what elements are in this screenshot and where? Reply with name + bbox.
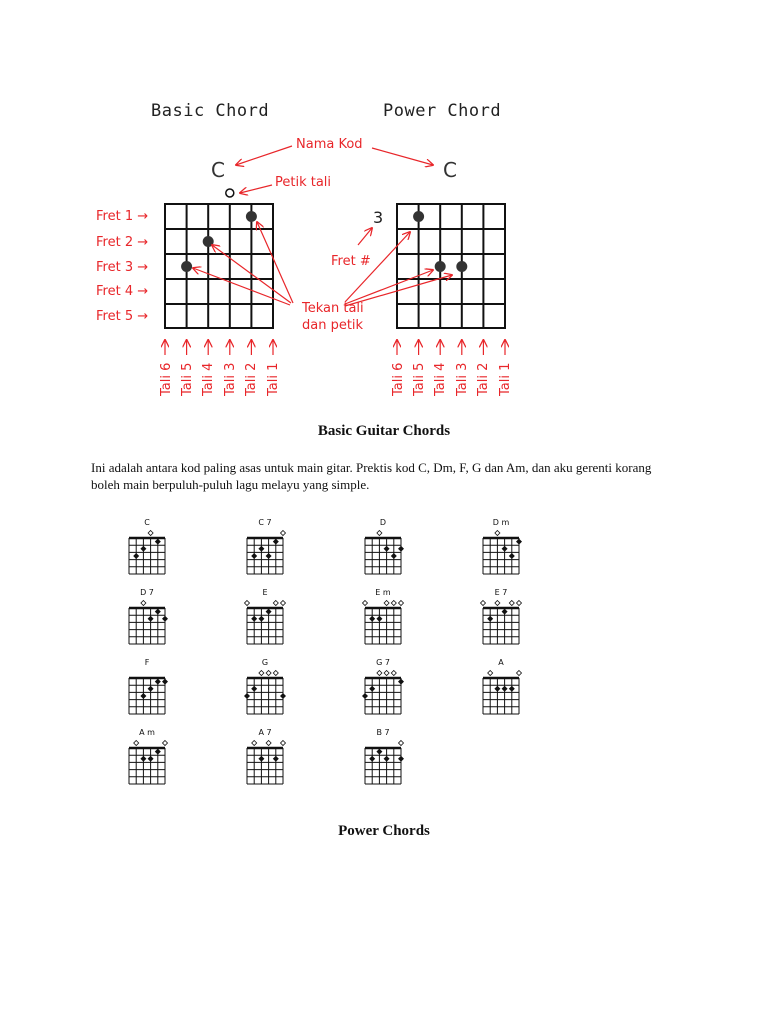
finger-dot [155,679,161,685]
open-string-marker [495,531,500,536]
finger-dot [133,553,139,559]
finger-dot [155,609,161,615]
chord-name-label: A 7 [258,728,272,737]
string-labels-basic [159,363,281,397]
chord-diagram [244,658,286,714]
finger-dot [251,686,257,692]
right-arrow-icon: → [137,235,149,250]
fret-5-text: Fret 5 [96,309,134,324]
finger-dot [162,616,168,622]
finger-dot [369,686,375,692]
tali-1-label: Tali 1 [266,362,281,396]
finger-dot [494,686,500,692]
nama-kod-label: Nama Kod [296,137,363,152]
power-chord-grid [397,204,505,328]
tali-5-label: Tali 5 [180,362,195,396]
tali-4-label: Tali 4 [201,362,216,396]
fret-4-text: Fret 4 [96,284,134,299]
chord-name-label: D 7 [140,588,154,597]
chord-diagram [363,588,404,644]
power-chord-title: Power Chord [383,101,502,121]
chord-name-label: B 7 [376,728,390,737]
finger-dot [509,553,515,559]
finger-dot [246,211,257,222]
tali-3-label: Tali 3 [223,362,238,396]
fret-3-text: Fret 3 [96,260,134,275]
open-string-marker [384,601,389,606]
open-string-marker [281,741,286,746]
finger-dot [376,749,382,755]
finger-dot [376,616,382,622]
chord-name-label: A [498,658,504,667]
finger-dot [140,756,146,762]
open-string-marker [363,601,368,606]
tali-4-label: Tali 4 [433,362,448,396]
chord-name-label: F [144,658,150,667]
finger-dot [502,546,508,552]
open-string-marker [399,741,404,746]
chord-diagram [483,518,522,574]
tekan-label-line2: dan petik [302,318,364,333]
chord-name-label: E [262,588,268,597]
finger-dot [516,539,522,545]
finger-dot [413,211,424,222]
finger-dot [244,693,250,699]
tali-2-label: Tali 2 [476,362,491,396]
chord-diagram [365,728,404,784]
finger-dot [398,546,404,552]
chord-diagram [129,588,168,644]
chord-name-label: G [261,658,269,667]
chord-name-label: G 7 [376,658,390,667]
tali-2-label: Tali 2 [244,362,259,396]
finger-dot [266,609,272,615]
finger-dot [502,686,508,692]
finger-dot [384,756,390,762]
open-string-marker [281,531,286,536]
open-string-marker [259,671,264,676]
finger-dot [398,679,404,685]
finger-dot [369,756,375,762]
finger-dot [456,261,467,272]
finger-dot [140,546,146,552]
fret-1-text: Fret 1 [96,209,134,224]
finger-dot [273,756,279,762]
string-up-arrows [165,340,505,355]
chord-name-label: E m [375,588,391,597]
finger-dot [266,553,272,559]
finger-dot [251,553,257,559]
finger-dot [148,756,154,762]
chord-name-label: E 7 [494,588,508,597]
tekan-label-line1: Tekan tali [302,301,364,316]
finger-dot [155,749,161,755]
power-chord-name: C [443,158,457,182]
open-string-marker [163,741,168,746]
power-chords-heading: Power Chords [338,823,430,839]
tali-1-label: Tali 1 [498,362,513,396]
open-string-marker [141,601,146,606]
open-string-marker [148,531,153,536]
finger-dot [273,539,279,545]
chord-name-label: D m [492,518,510,527]
chord-diagram [245,588,286,644]
chord-diagram [247,728,286,784]
chord-diagram [129,728,168,784]
chord-diagram [247,518,286,574]
chord-diagram [129,658,168,714]
open-string-marker [377,671,382,676]
fret-2-text: Fret 2 [96,235,134,250]
finger-dot [487,616,493,622]
chord-explainer-diagram [0,0,768,420]
basic-chord-name: C [211,158,225,182]
finger-dot [258,616,264,622]
open-string-marker [384,671,389,676]
open-string-marker [488,671,493,676]
open-string-marker [481,601,486,606]
finger-dot [148,686,154,692]
tali-5-label: Tali 5 [412,362,427,396]
finger-dot [398,756,404,762]
finger-dot [148,616,154,622]
finger-dot [384,546,390,552]
chord-diagram [362,658,404,714]
tali-6-label: Tali 6 [391,362,406,396]
tali-3-label: Tali 3 [455,362,470,396]
open-string-marker [391,671,396,676]
string-labels-power [391,363,513,397]
finger-dot [258,546,264,552]
open-string-marker [226,189,234,197]
chord-diagram [481,588,522,644]
finger-dot [162,679,168,685]
right-arrow-icon: → [137,284,149,299]
open-string-marker [266,741,271,746]
open-string-marker [517,601,522,606]
open-string-marker [266,671,271,676]
finger-dot [362,693,368,699]
fret-number-label: Fret # [331,254,371,269]
chord-diagram [483,658,522,714]
basic-chord-title: Basic Chord [151,101,270,121]
chord-chart [0,510,768,800]
open-string-marker [391,601,396,606]
open-string-marker [517,671,522,676]
petik-tali-label: Petik tali [275,175,332,190]
finger-dot [181,261,192,272]
right-arrow-icon: → [137,209,149,224]
right-arrow-icon: → [137,260,149,275]
finger-dot [155,539,161,545]
chord-name-label: D [379,518,387,527]
open-string-marker [495,601,500,606]
open-string-marker [273,671,278,676]
finger-dot [369,616,375,622]
chord-name-label: C [144,518,150,527]
finger-dot [509,686,515,692]
intro-paragraph: Ini adalah antara kod paling asas untuk main gitar. Prektis kod C, Dm, F, G dan Am, dan aku gerenti korang boleh main berpuluh-puluh lagu melayu yang simple. [91,460,652,492]
open-string-marker [399,601,404,606]
open-string-marker [509,601,514,606]
open-string-marker [273,601,278,606]
finger-dot [502,609,508,615]
annotation-arrows [193,146,452,306]
open-string-marker [281,601,286,606]
right-arrow-icon: → [137,309,149,324]
open-string-marker [252,741,257,746]
chord-name-label: C 7 [258,518,272,527]
finger-dot [391,553,397,559]
tali-6-label: Tali 6 [159,362,174,396]
finger-dot [435,261,446,272]
open-string-marker [134,741,139,746]
open-string-marker [377,531,382,536]
chord-diagram [365,518,404,574]
chord-name-label: A m [139,728,155,737]
finger-dot [280,693,286,699]
basic-guitar-chords-heading: Basic Guitar Chords [317,423,451,439]
power-fret-number: 3 [373,208,384,227]
open-string-marker [245,601,250,606]
finger-dot [251,616,257,622]
chord-diagram [129,518,165,574]
finger-dot [258,756,264,762]
finger-dot [140,693,146,699]
